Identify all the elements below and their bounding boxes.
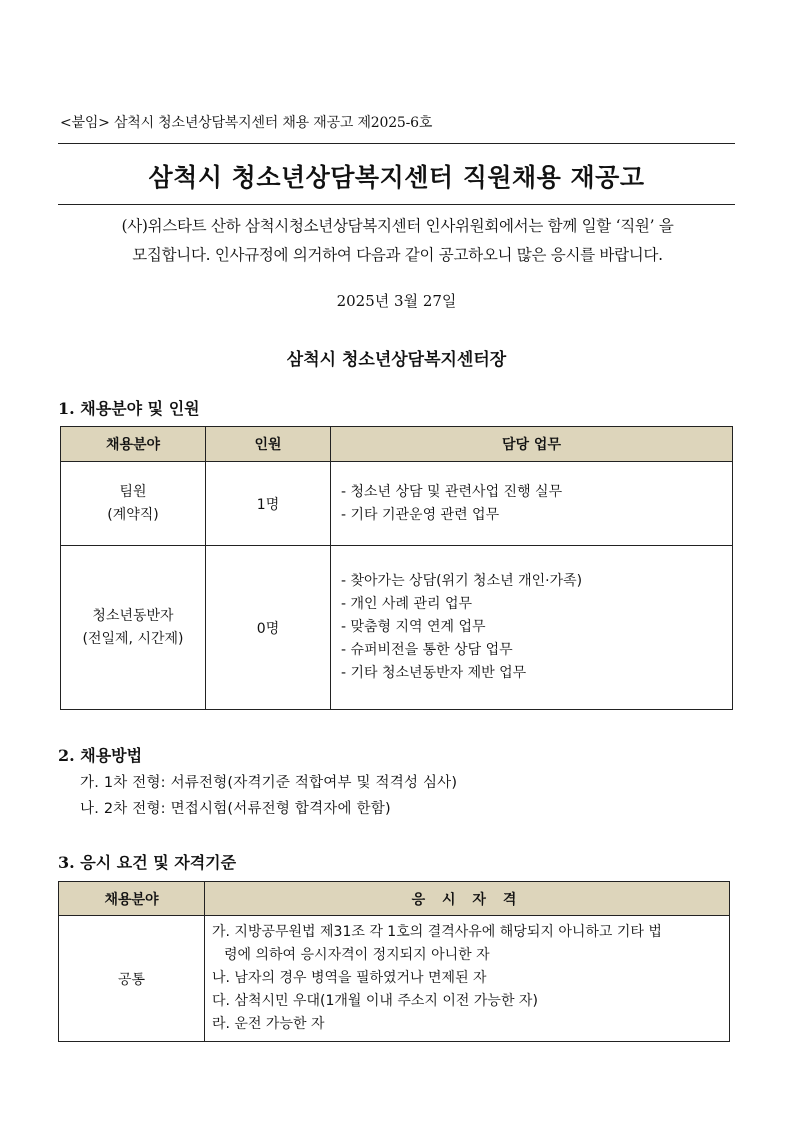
requirements-cell [205, 916, 730, 1042]
duty-item: - 찾아가는 상담(위기 청소년 개인·가족) [341, 573, 583, 589]
field-name: 청소년동반자 [92, 607, 174, 624]
section-heading-qualification: 3. 응시 요건 및 자격기준 [58, 853, 237, 872]
section-heading-recruitment: 1. 채용분야 및 인원 [58, 399, 200, 418]
method-item: 나. 2차 전형: 면접시험(서류전형 합격자에 한함) [80, 801, 391, 817]
duty-item: - 슈퍼비전을 통한 상담 업무 [341, 642, 513, 658]
field-cell: 공통 [59, 916, 205, 1042]
count-cell: 1명 [206, 462, 331, 546]
header-field: 채용분야 [59, 882, 205, 916]
duty-item: - 기타 청소년동반자 제반 업무 [341, 665, 527, 681]
table-header-row [61, 427, 733, 462]
duty-item: - 개인 사례 관리 업무 [341, 596, 473, 612]
requirement-item: 다. 삼척시민 우대(1개월 이내 주소지 이전 가능한 자) [212, 993, 538, 1009]
method-item: 가. 1차 전형: 서류전형(자격기준 적합여부 및 적격성 심사) [80, 775, 458, 791]
table-row [61, 462, 733, 546]
qualification-table [58, 881, 730, 1042]
intro-paragraph [70, 212, 725, 270]
duties-cell [331, 462, 733, 546]
recruitment-table [60, 426, 733, 710]
announcement-date: 2025년 3월 27일 [336, 292, 457, 310]
header-duties: 담당 업무 [331, 427, 733, 462]
field-type: (계약직) [107, 506, 159, 523]
top-rule [58, 143, 735, 144]
header-field: 채용분야 [61, 427, 206, 462]
table-header-row [59, 882, 730, 916]
section-heading-method: 2. 채용방법 [58, 746, 143, 765]
intro-line: (사)위스타트 산하 삼척시청소년상담복지센터 인사위원회에서는 함께 일할 ‘직원’ 을 [121, 217, 674, 235]
requirement-item: 라. 운전 가능한 자 [212, 1016, 325, 1032]
field-name: 팀원 [119, 483, 147, 500]
duties-cell [331, 546, 733, 710]
requirement-item: 령에 의하여 응시자격이 정지되지 아니한 자 [224, 947, 490, 963]
requirement-item: 나. 남자의 경우 병역을 필하였거나 면제된 자 [212, 970, 487, 986]
duty-item: - 청소년 상담 및 관련사업 진행 실무 [341, 483, 563, 500]
title-rule [58, 204, 735, 205]
page-title: 삼척시 청소년상담복지센터 직원채용 재공고 [148, 163, 645, 192]
signer: 삼척시 청소년상담복지센터장 [286, 350, 507, 370]
duty-item: - 맞춤형 지역 연계 업무 [341, 619, 486, 635]
field-type: (전일제, 시간제) [82, 630, 184, 647]
header-qualification: 응 시 자 격 [205, 882, 730, 916]
table-row [61, 546, 733, 710]
duty-item: - 기타 기관운영 관련 업무 [341, 506, 500, 523]
field-cell [61, 462, 206, 546]
intro-line: 모집합니다. 인사규정에 의거하여 다음과 같이 공고하오니 많은 응시를 바랍니다. [132, 246, 663, 264]
attachment-line: <붙임> 삼척시 청소년상담복지센터 채용 재공고 제2025-6호 [60, 115, 433, 131]
header-count: 인원 [206, 427, 331, 462]
requirement-item: 가. 지방공무원법 제31조 각 1호의 결격사유에 해당되지 아니하고 기타 법 [212, 924, 662, 940]
table-row [59, 916, 730, 1042]
field-cell [61, 546, 206, 710]
count-cell: 0명 [206, 546, 331, 710]
